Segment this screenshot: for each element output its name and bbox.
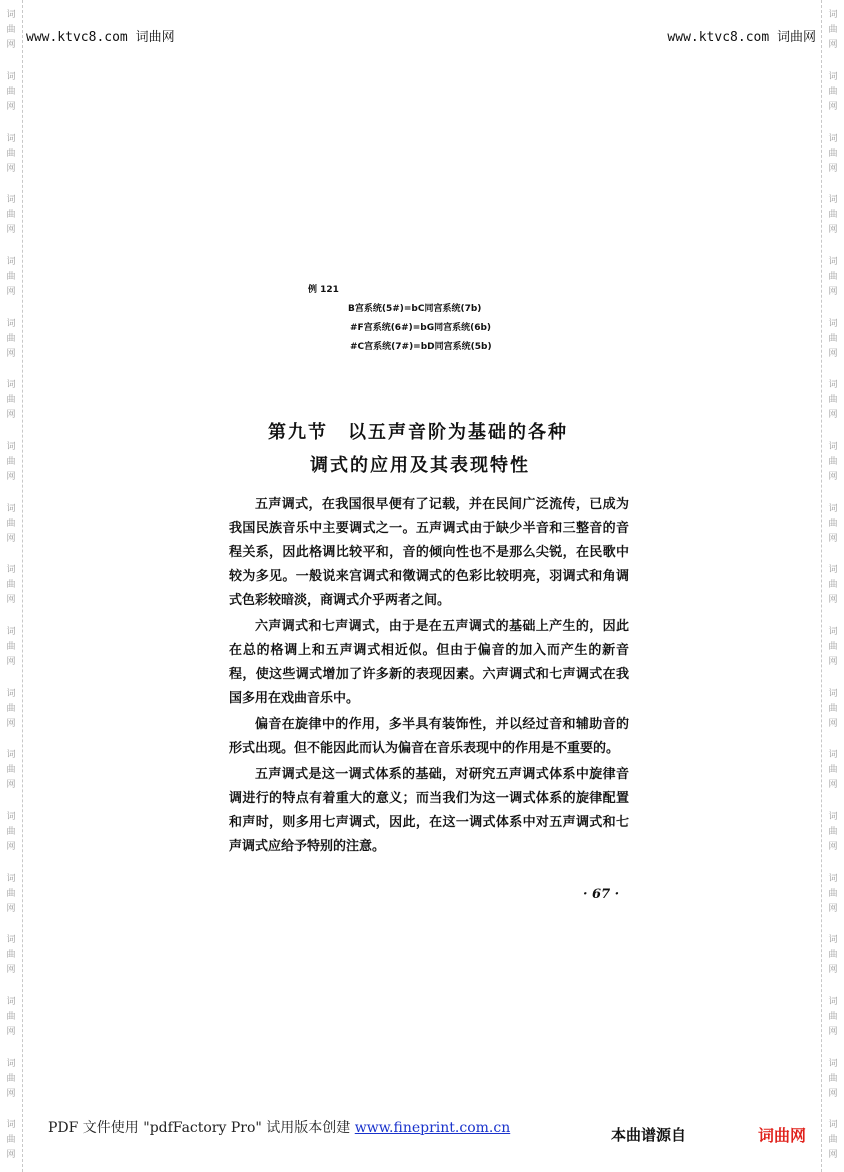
watermark-block [828, 810, 837, 855]
watermark-char: 词 [6, 565, 16, 576]
page-number: · 67 · [583, 887, 620, 902]
watermark-char: 曲 [828, 703, 838, 714]
example-label: 例 121 [308, 285, 339, 295]
watermark-block [828, 748, 837, 793]
watermark-char: 词 [828, 1058, 838, 1069]
watermark-char: 词 [6, 812, 16, 823]
watermark-block [828, 255, 837, 300]
watermark-char: 网 [828, 163, 838, 174]
watermark-block [6, 872, 15, 917]
example-line-1: B宫系统(5#)=bC同宫系统(7b) [348, 304, 482, 314]
watermark-char: 曲 [6, 87, 16, 97]
watermark-char: 网 [6, 287, 16, 298]
watermark-char: 词 [6, 10, 16, 21]
watermark-char: 网 [6, 718, 16, 729]
watermark-block [6, 317, 15, 362]
watermark-char: 词 [828, 10, 838, 21]
watermark-char: 词 [828, 503, 838, 514]
left-watermark-strip [0, 0, 23, 1172]
watermark-char: 词 [6, 72, 16, 82]
watermark-char: 网 [828, 472, 838, 483]
watermark-char: 词 [6, 997, 16, 1008]
watermark-char: 词 [6, 1058, 16, 1069]
watermark-char: 曲 [828, 148, 838, 159]
watermark-block [6, 1118, 15, 1163]
watermark-char: 网 [828, 102, 838, 112]
watermark-char: 曲 [6, 765, 16, 776]
watermark-char: 曲 [6, 888, 16, 899]
watermark-char: 网 [828, 410, 838, 421]
example-121 [308, 281, 492, 357]
watermark-char: 词 [828, 442, 838, 453]
watermark-char: 词 [828, 750, 838, 761]
watermark-char: 网 [6, 348, 16, 359]
watermark-char: 词 [6, 195, 16, 206]
paragraph-4: 五声调式是这一调式体系的基础，对研究五声调式体系中旋律音调进行的特点有着重大的意义；而当我们为这一调式体系的旋律配置和声时，则多用七声调式，因此，在这一调式体系中对五声调式和七声调式应给予特别的注意。 [229, 767, 629, 854]
watermark-char: 网 [828, 1027, 838, 1038]
watermark-char: 网 [6, 1027, 16, 1038]
source-label: 本曲谱源自 [611, 1126, 687, 1144]
watermark-char: 曲 [6, 580, 16, 591]
watermark-char: 网 [828, 287, 838, 298]
watermark-char: 网 [828, 595, 838, 606]
watermark-char: 词 [828, 935, 838, 946]
watermark-char: 网 [6, 595, 16, 606]
watermark-char: 曲 [828, 518, 838, 529]
watermark-char: 网 [6, 410, 16, 421]
watermark-block [6, 70, 15, 115]
watermark-char: 网 [828, 965, 838, 976]
watermark-char: 词 [828, 133, 838, 144]
watermark-char: 词 [6, 257, 16, 268]
watermark-char: 网 [6, 163, 16, 174]
watermark-char: 词 [6, 503, 16, 514]
watermark-char: 词 [6, 1120, 16, 1131]
watermark-char: 曲 [6, 1135, 16, 1146]
paragraph-3: 偏音在旋律中的作用，多半具有装饰性，并以经过音和辅助音的形式出现。但不能因此而认为偏音在音乐表现中的作用是不重要的。 [229, 717, 629, 756]
watermark-char: 词 [828, 72, 838, 82]
watermark-block [6, 563, 15, 608]
body-text [229, 493, 629, 861]
watermark-char: 网 [828, 842, 838, 853]
watermark-char: 词 [828, 688, 838, 699]
watermark-block [6, 625, 15, 670]
watermark-char: 网 [6, 780, 16, 791]
watermark-char: 曲 [828, 1073, 838, 1084]
watermark-char: 网 [6, 903, 16, 914]
watermark-char: 词 [828, 812, 838, 823]
watermark-char: 曲 [828, 765, 838, 776]
fineprint-link[interactable]: www.fineprint.com.cn [354, 1120, 511, 1136]
example-line-2: #F宫系统(6#)=bG同宫系统(6b) [350, 323, 492, 333]
watermark-char: 网 [6, 965, 16, 976]
pdf-footer [48, 1117, 510, 1137]
watermark-char: 词 [6, 442, 16, 453]
header-right-site: www.ktvc8.com 词曲网 [667, 30, 816, 45]
watermark-block [6, 378, 15, 423]
watermark-block [828, 502, 837, 547]
watermark-char: 曲 [6, 272, 16, 283]
watermark-block [6, 748, 15, 793]
watermark-char: 网 [828, 1150, 838, 1161]
watermark-char: 曲 [828, 642, 838, 653]
watermark-char: 曲 [6, 395, 16, 406]
watermark-char: 曲 [828, 1012, 838, 1023]
watermark-block [828, 625, 837, 670]
watermark-char: 曲 [6, 210, 16, 221]
watermark-char: 曲 [828, 333, 838, 344]
watermark-char: 网 [828, 40, 838, 51]
watermark-block [6, 933, 15, 978]
watermark-char: 曲 [828, 210, 838, 221]
watermark-block [828, 995, 837, 1040]
watermark-char: 曲 [828, 272, 838, 283]
watermark-block [6, 193, 15, 238]
watermark-char: 曲 [828, 1135, 838, 1146]
watermark-char: 网 [6, 1088, 16, 1099]
watermark-block [828, 317, 837, 362]
watermark-char: 词 [828, 997, 838, 1008]
watermark-char: 网 [828, 533, 838, 544]
watermark-char: 曲 [6, 333, 16, 344]
watermark-char: 网 [6, 225, 16, 236]
watermark-block [828, 8, 837, 53]
watermark-char: 词 [828, 318, 838, 329]
watermark-block [6, 255, 15, 300]
paragraph-2: 六声调式和七声调式，由于是在五声调式的基础上产生的，因此在总的格调上和五声调式相近似。但由于偏音的加入而产生的新音程，使这些调式增加了许多新的表现因素。六声调式和七声调式在我国多用在戏曲音乐中。 [229, 619, 629, 706]
watermark-char: 网 [6, 472, 16, 483]
watermark-char: 网 [6, 102, 16, 112]
watermark-char: 曲 [828, 457, 838, 468]
watermark-char: 曲 [6, 642, 16, 653]
watermark-block [828, 687, 837, 732]
watermark-char: 网 [828, 1088, 838, 1099]
watermark-char: 网 [828, 718, 838, 729]
watermark-block [828, 193, 837, 238]
watermark-block [828, 1057, 837, 1102]
watermark-char: 词 [828, 257, 838, 268]
watermark-block [6, 810, 15, 855]
brand-logo-text: 词曲网 [758, 1126, 807, 1145]
watermark-char: 曲 [828, 87, 838, 97]
watermark-char: 词 [828, 627, 838, 638]
watermark-char: 曲 [828, 395, 838, 406]
watermark-block [828, 378, 837, 423]
watermark-char: 词 [6, 380, 16, 391]
watermark-char: 网 [6, 657, 16, 668]
watermark-block [828, 70, 837, 115]
watermark-char: 曲 [6, 950, 16, 961]
paragraph-1: 五声调式，在我国很早便有了记载，并在民间广泛流传，已成为我国民族音乐中主要调式之一。五声调式由于缺少半音和三整音的音程关系，因此格调比较平和，音的倾向性也不是那么尖锐，在民歌中较为多见。一般说来宫调式和徵调式的色彩比较明亮，羽调式和角调式色彩较暗淡，商调式介乎两者之间。 [229, 497, 629, 608]
watermark-char: 曲 [828, 888, 838, 899]
watermark-char: 曲 [6, 827, 16, 838]
watermark-char: 词 [6, 873, 16, 884]
watermark-char: 词 [6, 133, 16, 144]
watermark-char: 网 [6, 40, 16, 51]
watermark-char: 曲 [6, 1012, 16, 1023]
watermark-char: 词 [828, 380, 838, 391]
watermark-char: 词 [828, 1120, 838, 1131]
watermark-block [6, 502, 15, 547]
watermark-char: 曲 [828, 25, 838, 36]
watermark-block [828, 1118, 837, 1163]
watermark-char: 网 [6, 842, 16, 853]
watermark-char: 词 [6, 688, 16, 699]
watermark-block [6, 995, 15, 1040]
watermark-char: 网 [828, 780, 838, 791]
watermark-char: 网 [6, 1150, 16, 1161]
watermark-char: 曲 [6, 1073, 16, 1084]
watermark-char: 曲 [828, 827, 838, 838]
watermark-block [828, 872, 837, 917]
example-line-3: #C宫系统(7#)=bD同宫系统(5b) [350, 342, 492, 352]
watermark-char: 网 [828, 657, 838, 668]
watermark-char: 词 [828, 565, 838, 576]
watermark-block [6, 1057, 15, 1102]
watermark-char: 曲 [6, 518, 16, 529]
watermark-char: 网 [6, 533, 16, 544]
watermark-char: 词 [6, 935, 16, 946]
watermark-block [828, 563, 837, 608]
watermark-char: 词 [6, 750, 16, 761]
header-left-site: www.ktvc8.com 词曲网 [26, 30, 175, 45]
watermark-char: 网 [828, 903, 838, 914]
watermark-char: 曲 [6, 457, 16, 468]
section-heading-line-2: 调式的应用及其表现特性 [310, 455, 530, 476]
watermark-char: 词 [6, 627, 16, 638]
watermark-char: 词 [828, 873, 838, 884]
watermark-char: 网 [828, 348, 838, 359]
watermark-block [6, 687, 15, 732]
watermark-block [828, 132, 837, 177]
watermark-char: 曲 [828, 580, 838, 591]
pdf-footer-text: PDF 文件使用 "pdfFactory Pro" 试用版本创建 [48, 1120, 355, 1136]
section-heading-line-1: 第九节 以五声音阶为基础的各种 [268, 422, 568, 443]
right-watermark-strip [821, 0, 844, 1172]
watermark-char: 曲 [6, 703, 16, 714]
watermark-char: 词 [6, 318, 16, 329]
watermark-char: 曲 [6, 148, 16, 159]
watermark-char: 词 [828, 195, 838, 206]
watermark-char: 曲 [828, 950, 838, 961]
watermark-block [6, 8, 15, 53]
watermark-char: 网 [828, 225, 838, 236]
watermark-block [828, 933, 837, 978]
watermark-char: 曲 [6, 25, 16, 36]
watermark-block [6, 132, 15, 177]
